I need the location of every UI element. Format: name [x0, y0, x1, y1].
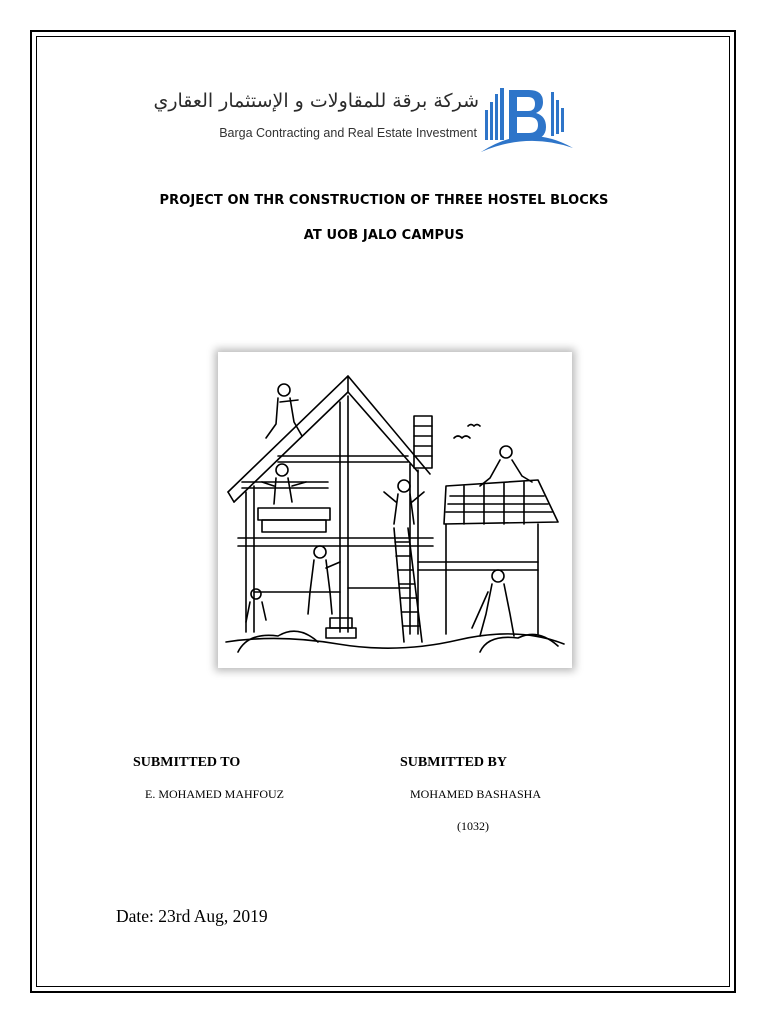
- company-name-english: Barga Contracting and Real Estate Investment: [219, 126, 477, 140]
- submitted-to-name: E. MOHAMED MAHFOUZ: [145, 787, 285, 801]
- barga-logo-icon: [481, 82, 573, 158]
- submitted-by-name: MOHAMED BASHASHA: [410, 787, 542, 801]
- house-construction-illustration: [218, 352, 572, 668]
- project-title-line2: AT UOB JALO CAMPUS: [303, 228, 465, 243]
- submission-date: Date: 23rd Aug, 2019: [116, 906, 268, 926]
- house-construction-icon: [218, 352, 572, 668]
- submitted-by-id: (1032): [457, 819, 489, 833]
- submitted-by-heading: SUBMITTED BY: [400, 755, 507, 770]
- company-name-arabic: شركة برقة للمقاولات و الإستثمار العقاري: [153, 90, 479, 112]
- submitted-to-heading: SUBMITTED TO: [133, 755, 241, 770]
- project-title-line1: PROJECT ON THR CONSTRUCTION OF THREE HOSTEL BLOCKS: [159, 193, 609, 208]
- company-logo: [153, 82, 575, 160]
